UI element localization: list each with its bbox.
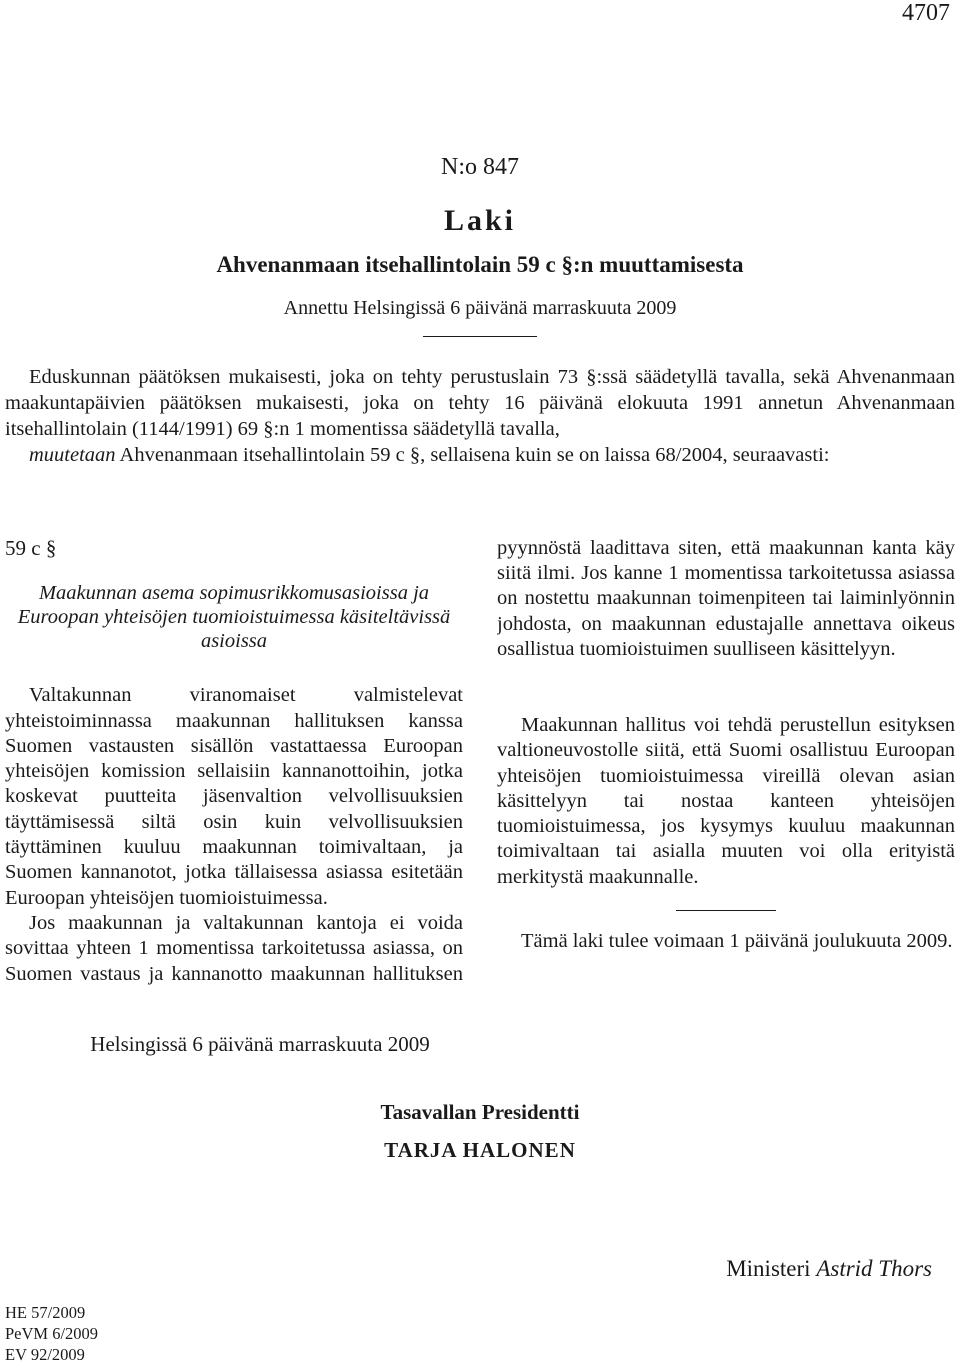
enactment-clause	[5, 442, 955, 468]
minister-label: Ministeri	[726, 1256, 811, 1281]
right-column	[497, 536, 955, 954]
section-paragraph-2	[5, 911, 463, 987]
reference-pevm: PeVM 6/2009	[5, 1324, 99, 1343]
document-title: Laki	[443, 204, 517, 237]
minister-name: Astrid Thors	[816, 1256, 932, 1281]
section-paragraph-1: Valtakunnan viranomaiset valmistelevat yhteistoiminnassa maakunnan hallituksen kanssa Suomen vastausten sisällön vastattaessa Euroopan yhteisöjen komission sellaisiin kannanottoihin, jotka koskevat puutteita jäsenvaltion velvollisuuksien täyttämisessä siltä osin kuin velvollisuuksien täyttäminen kuuluu maakunnan toimivaltaan, ja Suomen kannanotot, jotka tällaisessa asiassa esitetään Euroopan yhteisöjen tuomioistuimessa.	[5, 684, 463, 909]
document-references	[5, 1302, 98, 1365]
preamble	[5, 364, 955, 468]
paragraph-2-continuation-window	[497, 536, 955, 713]
reference-ev: EV 92/2009	[5, 1345, 85, 1364]
section-title: Maakunnan asema sopimusrikkomusasioissa ja Euroopan yhteisöjen tuomioistuimessa käsiteltävissä asioissa	[17, 582, 451, 653]
preamble-paragraph: Eduskunnan päätöksen mukaisesti, joka on tehty perustuslain 73 §:ssä säädetyllä tavalla, sekä Ahvenanmaan maakuntapäivien päätöksen mukaisesti, joka on tehty 16 päivänä elokuuta 1991 annetun Ahvenanmaan itsehallintolain (1144/1991) 69 §:n 1 momentissa säädetyllä tavalla,	[5, 366, 955, 440]
left-column	[5, 536, 463, 987]
president-title: Tasavallan Presidentti	[380, 1100, 580, 1124]
enactment-verb: muutetaan	[29, 444, 116, 466]
section-paragraph-3: Maakunnan hallitus voi tehdä perustellun esityksen valtioneuvostolle siitä, että Suomi osallistuu Euroopan yhteisöjen tuomioistuimessa vireillä olevan asian käsittelyyn tai nostaa kanteen yhteisöjen tuomioistuimessa, jos kysymys kuuluu maakunnan toimivaltaan tai asialla muuten voi olla erityistä merkitystä maakunnalle.	[497, 714, 955, 888]
statute-number: N:o 847	[441, 154, 519, 180]
president-name: TARJA HALONEN	[384, 1138, 576, 1162]
place-and-date: Helsingissä 6 päivänä marraskuuta 2009	[90, 1032, 430, 1056]
page-number: 4707	[902, 0, 950, 26]
header-divider	[423, 336, 537, 337]
minister-signature	[726, 1256, 932, 1282]
section-paragraph-2-text: Jos maakunnan ja valtakunnan kantoja ei voida sovittaa yhteen 1 momentissa tarkoitetussa asiassa, on Suomen vastaus ja kannanotto maakunnan hallituksen	[5, 911, 463, 985]
document-subtitle: Ahvenanmaan itsehallintolain 59 c §:n muuttamisesta	[216, 252, 744, 277]
section-paragraph-2-text-continued: pyynnöstä laadittava siten, että maakunnan kanta käy siitä ilmi. Jos kanne 1 momentissa tarkoitetussa asiassa on nostettu maakunnan toimenpiteen tai laiminlyönnin johdosta, on maakunnan edustajalle annettava oikeus osallistua tuomioistuimen suulliseen käsittelyyn.	[497, 536, 955, 661]
section-number: 59 c §	[5, 536, 57, 560]
entry-divider	[676, 910, 776, 911]
enactment-text: Ahvenanmaan itsehallintolain 59 c §, sellaisena kuin se on laissa 68/2004, seuraavasti:	[115, 444, 830, 466]
section-paragraph-2-continued	[497, 536, 955, 662]
given-date: Annettu Helsingissä 6 päivänä marraskuuta 2009	[283, 297, 677, 319]
reference-he: HE 57/2009	[5, 1303, 86, 1322]
entry-into-force: Tämä laki tulee voimaan 1 päivänä joulukuuta 2009.	[521, 930, 953, 953]
